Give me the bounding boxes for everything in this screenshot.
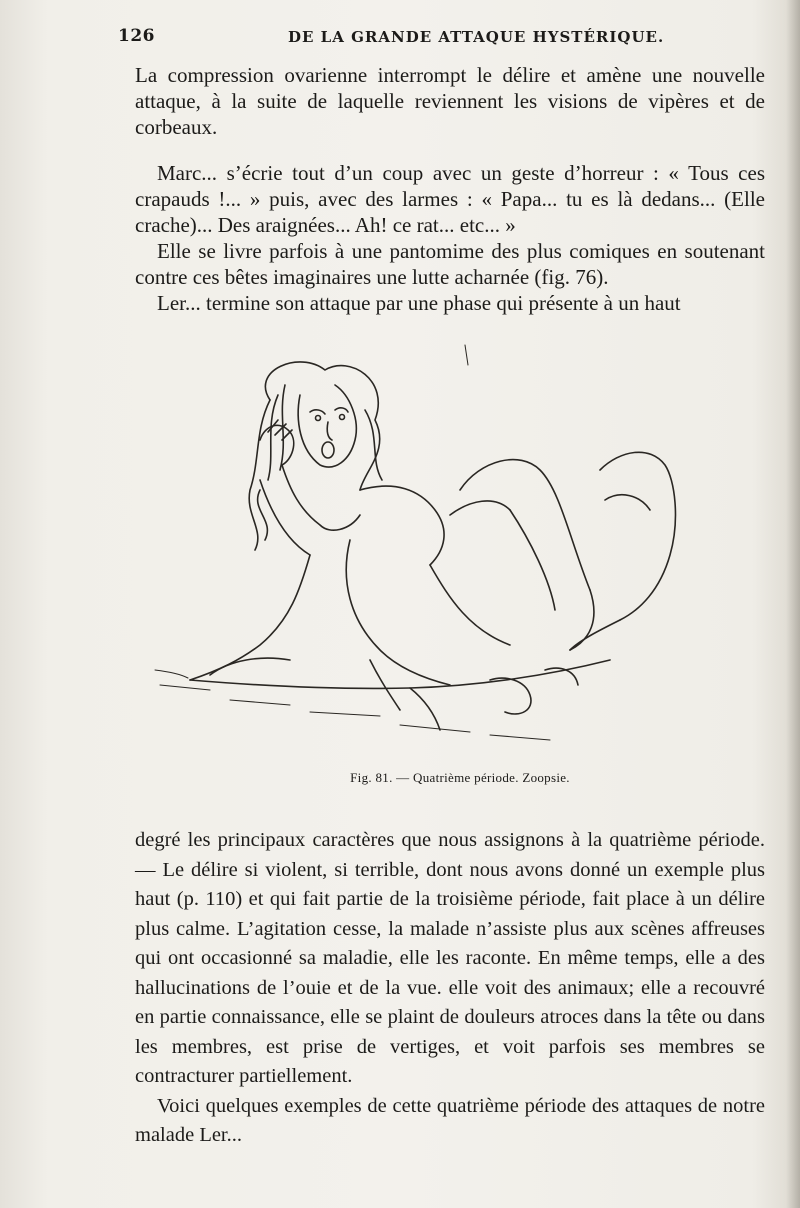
text-block-bottom xyxy=(135,826,765,1151)
running-title: DE LA GRANDE ATTAQUE HYSTÉRIQUE. xyxy=(288,28,665,46)
paragraph: Ler... termine son attaque par une phase qui présente à un haut xyxy=(157,291,681,315)
paragraph: degré les principaux caractères que nous assignons à la quatrième période. — Le délire si violent, si terrible, dont nous avons donné un exemple plus haut (p. 110) et qui fait partie de la troisième période, fait place à un délire plus calme. L’agitation cesse, la malade n’assiste plus aux scènes affreuses qui ont occasionné sa maladie, elle les raconte. En même temps, elle a des hallucinations de l’ouie et de la vue. elle voit des animaux; elle a recouvré en partie connaissance, elle se plaint de douleurs atroces dans la tête ou dans les membres, est prise de vertiges, et voit parfois ses membres se contracturer partiellement. xyxy=(135,829,765,1087)
figure-illustration xyxy=(150,340,770,760)
text-block-top xyxy=(135,62,765,316)
paragraph: Marc... s’écrie tout d’un coup avec un geste d’horreur : « Tous ces crapauds !... » puis, avec des larmes : « Papa... tu es là dedans... (Elle crache)... Des araignées... Ah! ce rat... etc... » xyxy=(135,161,765,237)
figure-caption: Fig. 81. — Quatrième période. Zoopsie. xyxy=(350,770,570,785)
page-edge-shadow xyxy=(786,0,800,1208)
paragraph: Elle se livre parfois à une pantomime des plus comiques en soutenant contre ces bêtes imaginaires une lutte acharnée (fig. 76). xyxy=(135,239,765,289)
page-header xyxy=(118,26,760,52)
page-number: 126 xyxy=(118,26,155,46)
paragraph: La compression ovarienne interrompt le délire et amène une nouvelle attaque, à la suite de laquelle reviennent les visions de vipères et de corbeaux. xyxy=(135,63,765,139)
sketch-drawing xyxy=(150,340,770,760)
paragraph: Voici quelques exemples de cette quatrième période des attaques de notre malade Ler... xyxy=(135,1094,765,1146)
